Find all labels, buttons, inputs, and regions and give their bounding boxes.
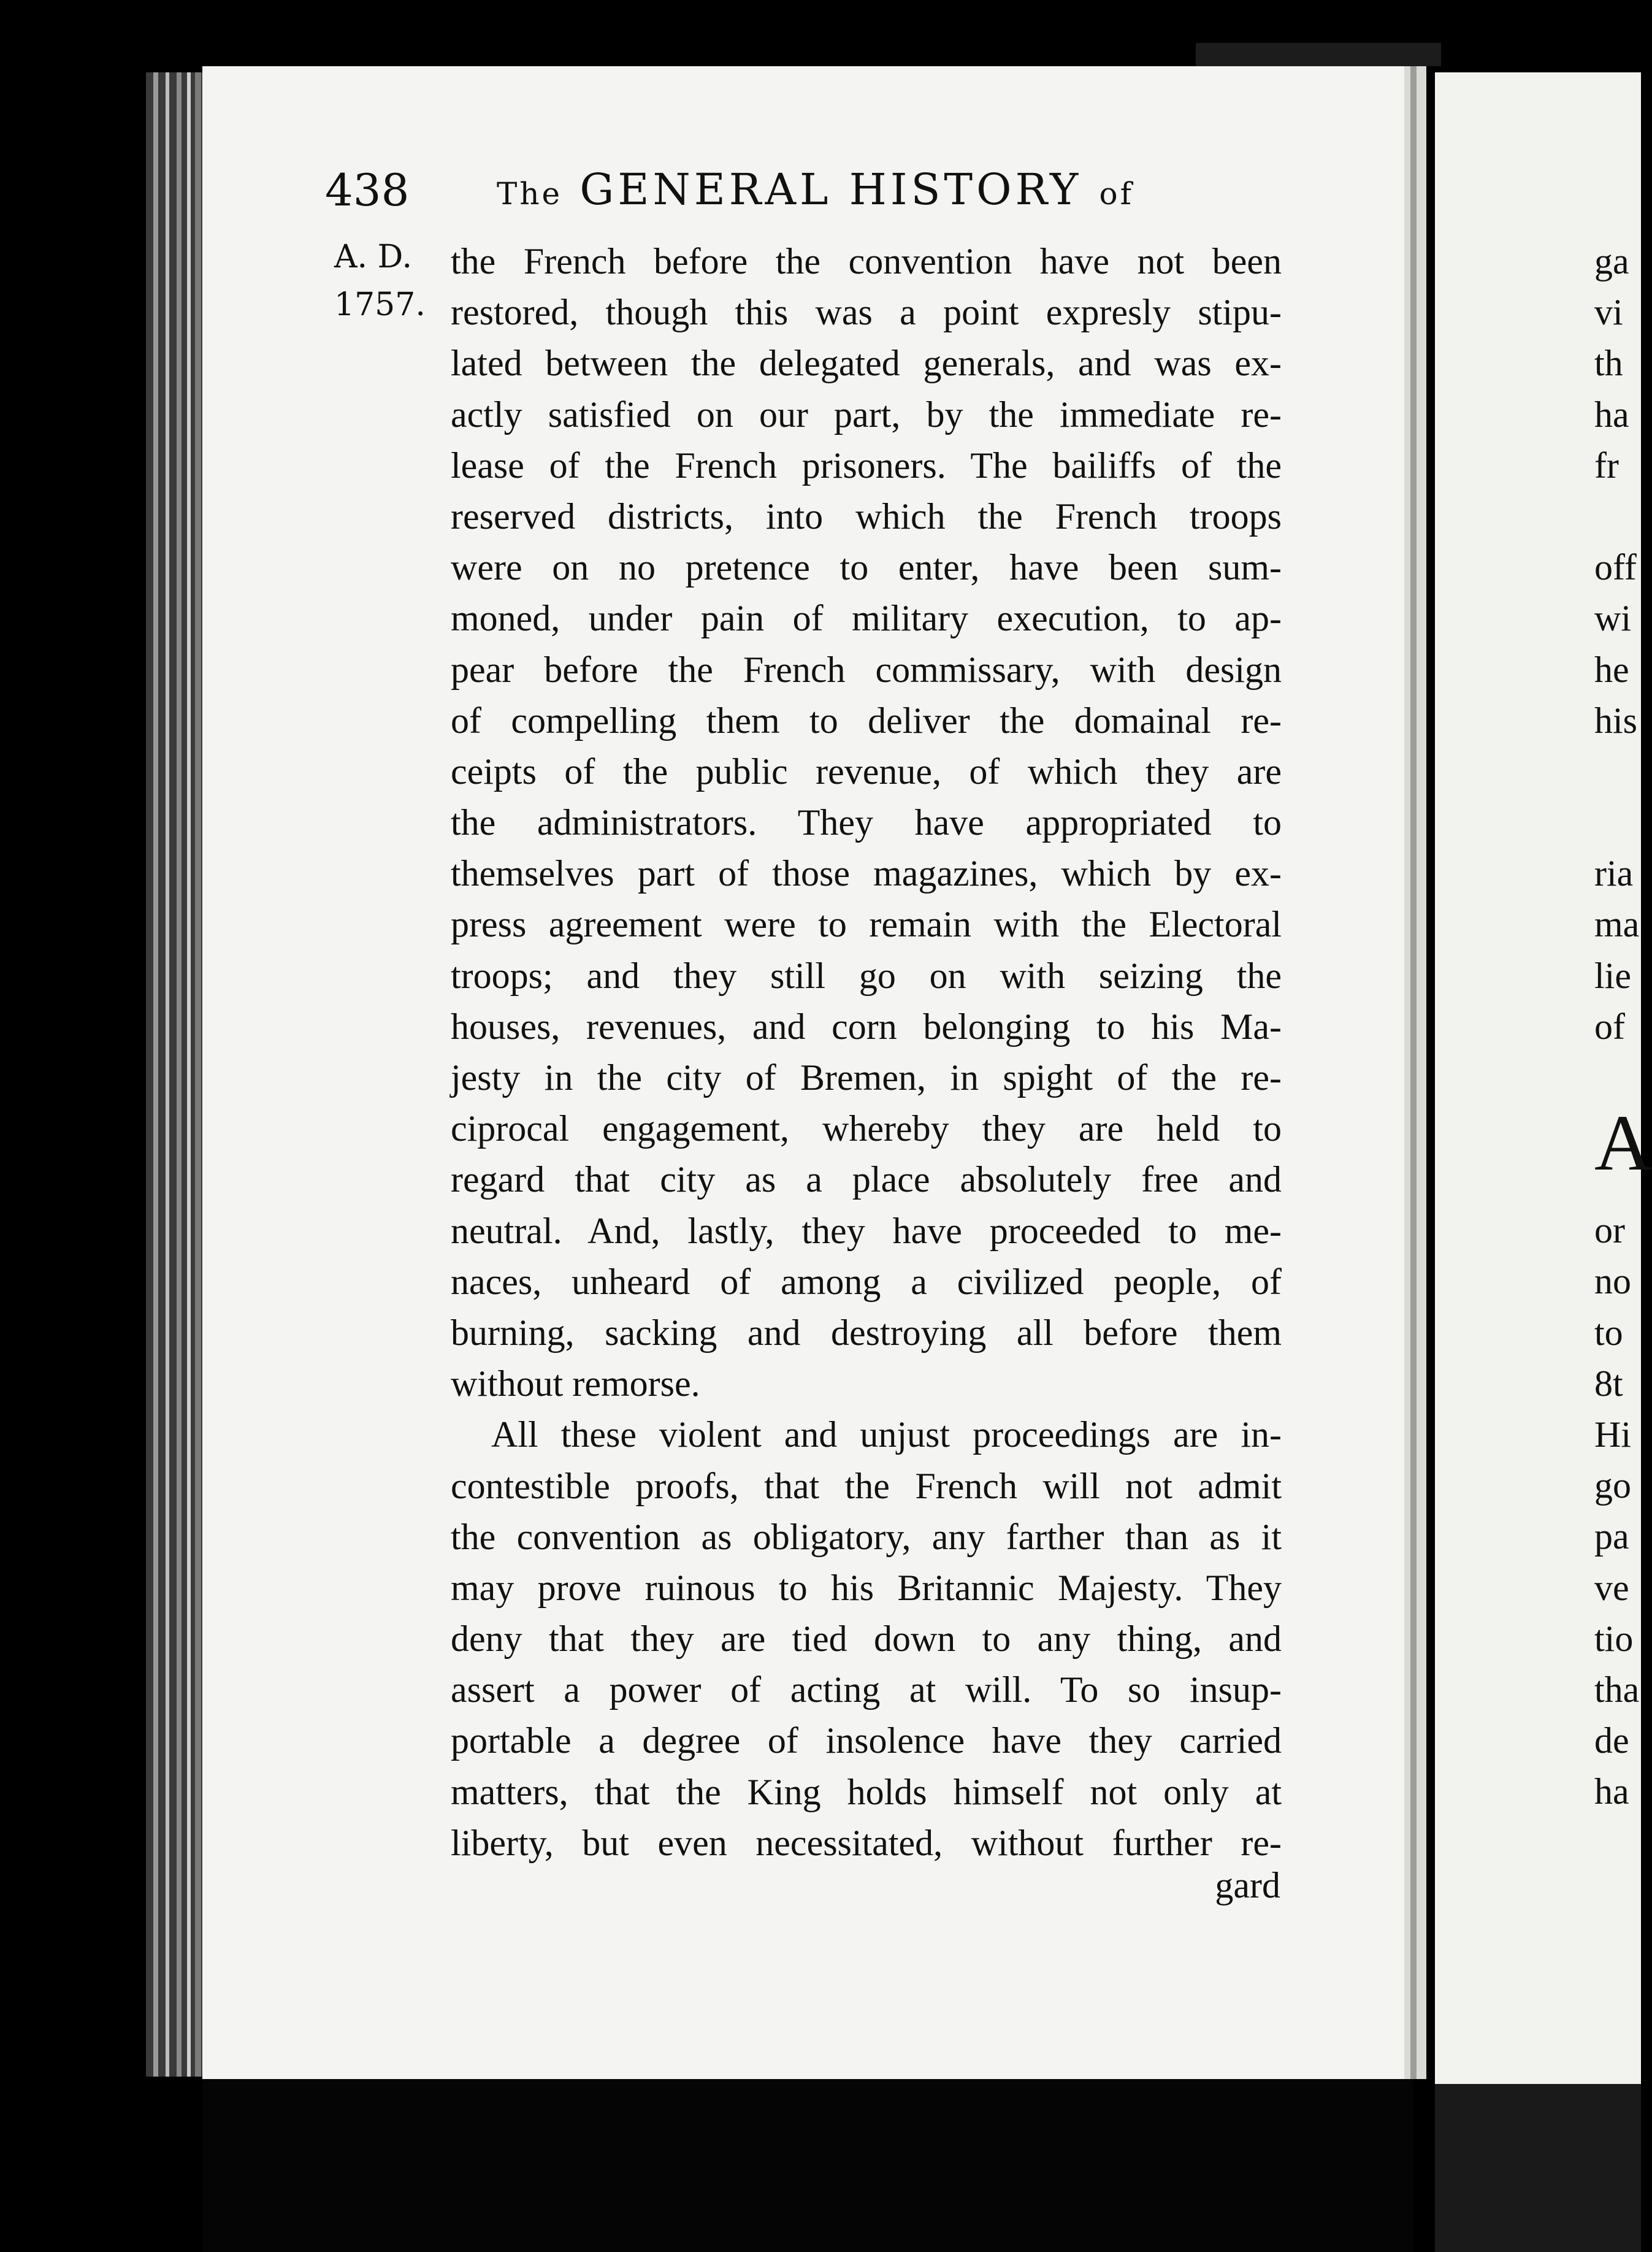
right-page-line-fragment: [1594, 1052, 1641, 1103]
right-page-line-fragment: to: [1594, 1312, 1623, 1353]
right-page-line-fragment: wi: [1594, 598, 1631, 639]
text-line: troops; and they still go on with seizing the: [451, 955, 1282, 996]
text-line: All these violent and unjust proceedings are in-: [491, 1414, 1282, 1455]
text-line: neutral. And, lastly, they have proceeded to me-: [451, 1210, 1282, 1251]
right-page-line-fragment: A: [1594, 1099, 1652, 1188]
running-head: [497, 164, 1134, 215]
body-text: [451, 236, 1282, 1869]
right-page-fragments: [1594, 236, 1652, 1817]
text-line: of compelling them to deliver the domainal re-: [451, 700, 1282, 741]
right-page-line-fragment: [1594, 797, 1641, 848]
right-page-line-fragment: ha: [1594, 394, 1629, 435]
text-line: ceipts of the public revenue, of which they are: [451, 751, 1282, 792]
running-head-prefix: The: [497, 176, 563, 212]
margin-date-era: A. D.: [334, 239, 412, 275]
right-page-line-fragment: tio: [1594, 1618, 1634, 1659]
text-line: lease of the French prisoners. The bailiffs of the: [451, 445, 1282, 486]
right-page-line-fragment: fr: [1594, 445, 1619, 486]
text-line: naces, unheard of among a civilized people, of: [451, 1261, 1282, 1302]
right-page-line-fragment: ha: [1594, 1771, 1629, 1812]
text-line: contestible proofs, that the French will not admit: [451, 1465, 1282, 1506]
book-edge-left: [146, 72, 202, 2077]
text-line: matters, that the King holds himself not only at: [451, 1771, 1282, 1812]
text-line: jesty in the city of Bremen, in spight of the re-: [451, 1057, 1282, 1098]
right-page-line-fragment: ve: [1594, 1567, 1629, 1608]
running-head-suffix: of: [1099, 176, 1134, 212]
text-line: reserved districts, into which the French troops: [451, 496, 1282, 537]
right-page-line-fragment: ga: [1594, 241, 1629, 282]
text-line: ciprocal engagement, whereby they are held to: [451, 1108, 1282, 1149]
text-line: press agreement were to remain with the Electoral: [451, 904, 1282, 945]
right-page-line-fragment: lie: [1594, 955, 1631, 996]
text-line: the administrators. They have appropriated to: [451, 802, 1282, 843]
right-page-line-fragment: ria: [1594, 853, 1634, 894]
page-number: 438: [325, 164, 410, 216]
right-page-line-fragment: vi: [1594, 292, 1623, 333]
right-page-line-fragment: go: [1594, 1465, 1631, 1506]
margin-date: [334, 233, 426, 329]
right-page-line-fragment: pa: [1594, 1516, 1629, 1557]
text-line: may prove ruinous to his Britannic Majesty. They: [451, 1567, 1282, 1608]
text-line: themselves part of those magazines, which by ex-: [451, 853, 1282, 894]
text-line: lated between the delegated generals, and was ex-: [451, 343, 1282, 384]
text-line: burning, sacking and destroying all before them: [451, 1312, 1282, 1353]
right-page-line-fragment: off: [1594, 547, 1637, 588]
text-line: were on no pretence to enter, have been sum-: [451, 547, 1282, 588]
text-line: portable a degree of insolence have they carried: [451, 1720, 1282, 1761]
catchword: gard: [1215, 1865, 1280, 1905]
running-head-main: GENERAL HISTORY: [579, 164, 1082, 215]
right-page-line-fragment: or: [1594, 1210, 1625, 1251]
right-page-line-fragment: Hi: [1594, 1414, 1631, 1455]
right-page-line-fragment: de: [1594, 1720, 1629, 1761]
right-page-line-fragment: tha: [1594, 1669, 1640, 1710]
text-line: liberty, but even necessitated, without further re-: [451, 1822, 1282, 1863]
text-line: pear before the French commissary, with design: [451, 649, 1282, 690]
right-page-line-fragment: [1594, 491, 1641, 542]
text-line: assert a power of acting at will. To so insup-: [451, 1669, 1282, 1710]
text-line: actly satisfied on our part, by the immediate re-: [451, 394, 1282, 435]
text-line: without remorse.: [451, 1363, 700, 1404]
margin-date-year: 1757.: [334, 286, 426, 323]
right-page-line-fragment: no: [1594, 1261, 1631, 1302]
right-page-line-fragment: 8t: [1594, 1363, 1623, 1404]
text-line: the French before the convention have not been: [451, 241, 1282, 282]
text-line: deny that they are tied down to any thing, and: [451, 1618, 1282, 1660]
right-page-line-fragment: ma: [1594, 904, 1640, 945]
text-line: houses, revenues, and corn belonging to his Ma-: [451, 1006, 1282, 1047]
right-page-line-fragment: his: [1594, 700, 1638, 741]
right-page-line-fragment: of: [1594, 1006, 1625, 1047]
text-line: restored, though this was a point expresly stipu-: [451, 292, 1282, 333]
text-line: moned, under pain of military execution, to ap-: [451, 598, 1282, 639]
text-line: regard that city as a place absolutely free and: [451, 1159, 1282, 1200]
right-page-line-fragment: [1594, 746, 1641, 797]
text-line: the convention as obligatory, any farther than as it: [451, 1516, 1282, 1557]
right-page-line-fragment: he: [1594, 649, 1629, 690]
right-page-line-fragment: th: [1594, 343, 1623, 384]
